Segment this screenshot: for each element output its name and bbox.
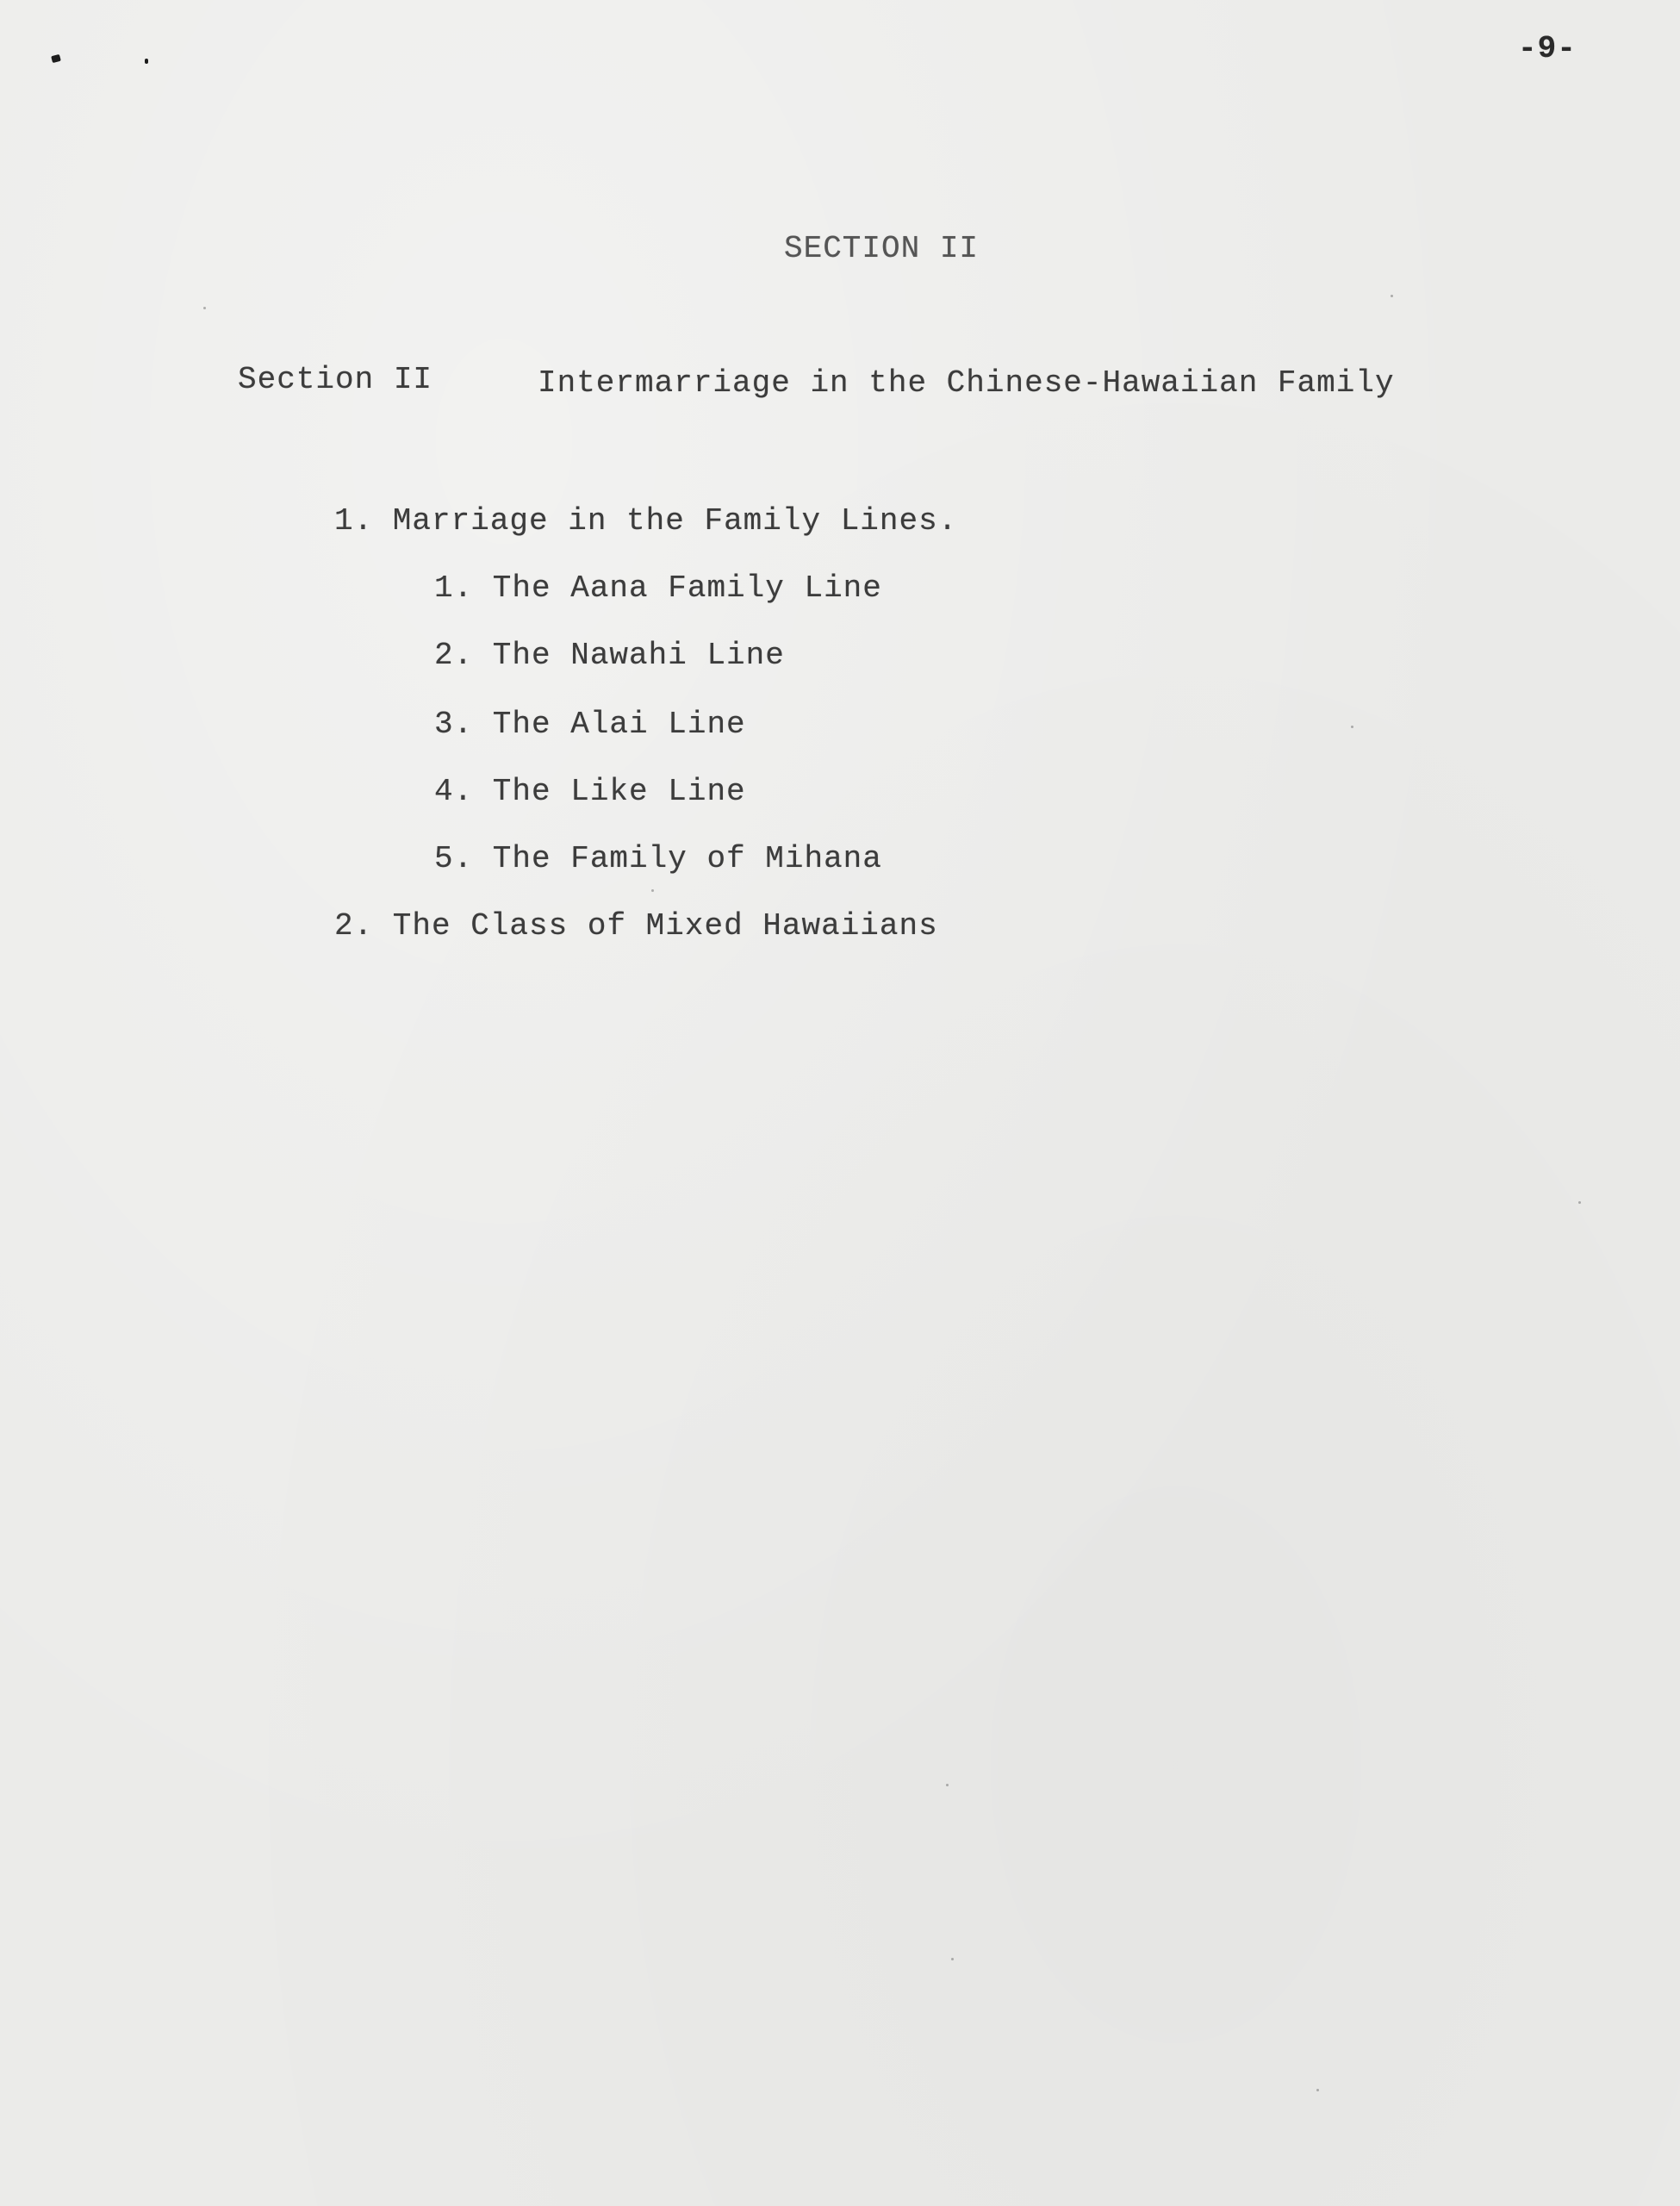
section-label: Section II xyxy=(238,362,433,397)
outline-item-marriage-family-lines: 1. Marriage in the Family Lines. xyxy=(334,503,958,539)
section-heading: SECTION II xyxy=(784,231,980,266)
paper-speck xyxy=(1391,295,1393,297)
paper-speck xyxy=(1316,2089,1319,2091)
scan-mark xyxy=(145,59,148,64)
outline-subitem-alai-line: 3. The Alai Line xyxy=(434,707,746,742)
scan-mark xyxy=(51,54,61,63)
paper-speck xyxy=(951,1958,954,1960)
paper-speck xyxy=(1578,1201,1581,1204)
page-number: -9- xyxy=(1518,31,1577,66)
outline-item-class-of-mixed-hawaiians: 2. The Class of Mixed Hawaiians xyxy=(334,908,938,944)
outline-subitem-family-of-mihana: 5. The Family of Mihana xyxy=(434,841,882,876)
paper-speck xyxy=(203,307,206,309)
section-title: Intermarriage in the Chinese-Hawaiian Family xyxy=(538,365,1395,401)
paper-speck xyxy=(651,889,654,892)
paper-speck xyxy=(946,1784,949,1786)
outline-subitem-nawahi-line: 2. The Nawahi Line xyxy=(434,638,785,673)
outline-subitem-aana-line: 1. The Aana Family Line xyxy=(434,570,882,606)
outline-subitem-like-line: 4. The Like Line xyxy=(434,774,746,809)
paper-speck xyxy=(1351,726,1353,728)
